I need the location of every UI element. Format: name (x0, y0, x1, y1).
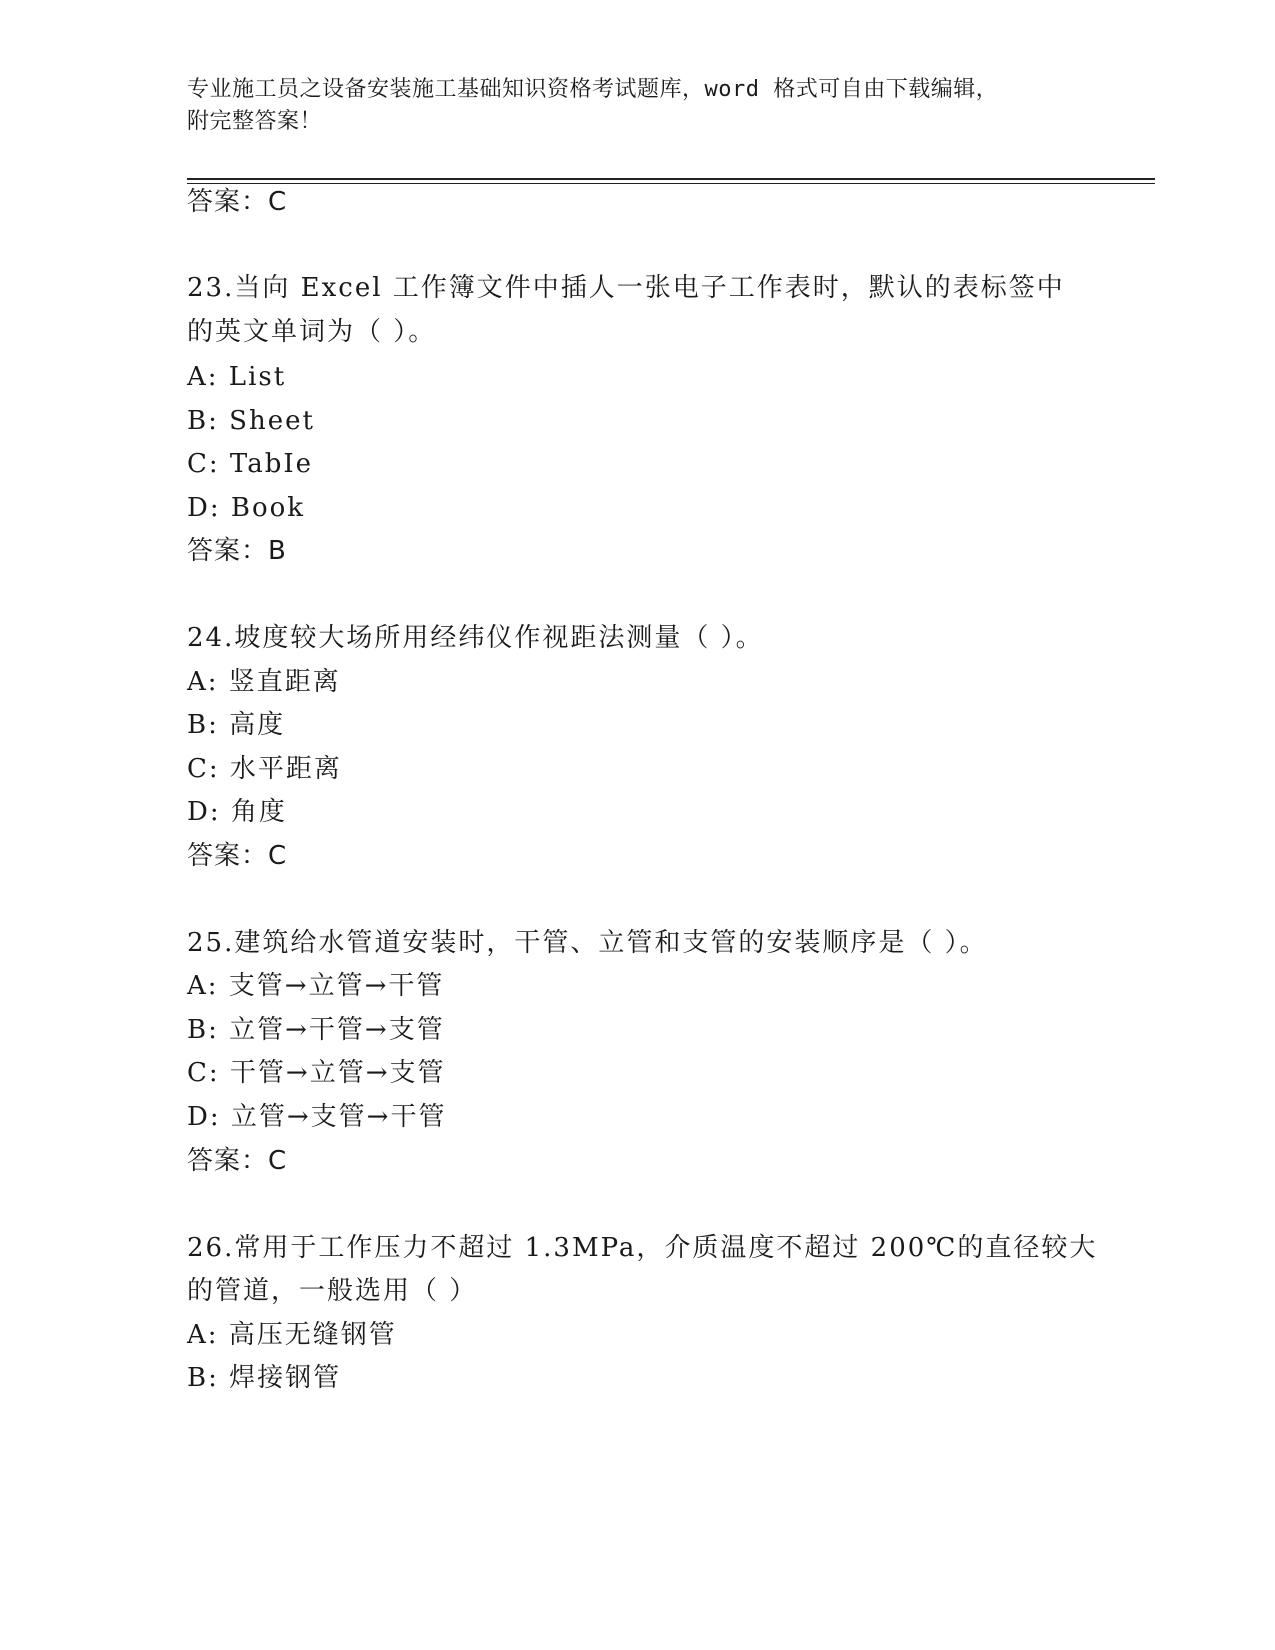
answer-24: 答案：C (187, 841, 288, 871)
question-25-option-b: B: 立管→干管→支管 (187, 1015, 445, 1045)
question-25-option-d: D: 立管→支管→干管 (187, 1102, 447, 1132)
question-23-stem-line-1: 23.当向 Excel 工作簿文件中插人一张电子工作表时，默认的表标签中 (187, 273, 1065, 303)
question-24-option-b: B: 高度 (187, 710, 286, 740)
question-26-stem-line-2: 的管道，一般选用（ ） (187, 1276, 478, 1306)
header-line-1: 专业施工员之设备安装施工基础知识资格考试题库，word 格式可自由下载编辑， (187, 77, 999, 102)
header-line-2: 附完整答案！ (187, 109, 323, 134)
question-24-option-d: D: 角度 (187, 797, 287, 827)
document-header (187, 74, 1087, 138)
question-24-option-a: A: 竖直距离 (187, 667, 341, 697)
question-23-option-d: D: Book (187, 493, 306, 523)
header-divider-thin (187, 183, 1155, 184)
question-26-option-b: B: 焊接钢管 (187, 1363, 342, 1393)
question-23-stem-line-2: 的英文单词为（ ）。 (187, 317, 437, 347)
question-26-stem-line-1: 26.常用于工作压力不超过 1.3MPa，介质温度不超过 200℃的直径较大 (187, 1233, 1098, 1263)
question-23-option-a: A: List (187, 362, 287, 392)
answer-23: 答案：B (187, 536, 287, 566)
question-25-option-c: C: 干管→立管→支管 (187, 1058, 446, 1088)
question-23-option-b: B: Sheet (187, 406, 315, 436)
question-25-stem: 25.建筑给水管道安装时，干管、立管和支管的安装顺序是（ ）。 (187, 928, 988, 958)
question-25-option-a: A: 支管→立管→干管 (187, 971, 445, 1001)
answer-22: 答案：C (187, 187, 288, 217)
question-26-option-a: A: 高压无缝钢管 (187, 1320, 397, 1350)
header-divider-thick (187, 178, 1155, 180)
question-24-option-c: C: 水平距离 (187, 754, 342, 784)
question-24-stem: 24.坡度较大场所用经纬仪作视距法测量（ ）。 (187, 623, 764, 653)
answer-25: 答案：C (187, 1146, 288, 1176)
question-23-option-c: C: TabIe (187, 449, 314, 479)
